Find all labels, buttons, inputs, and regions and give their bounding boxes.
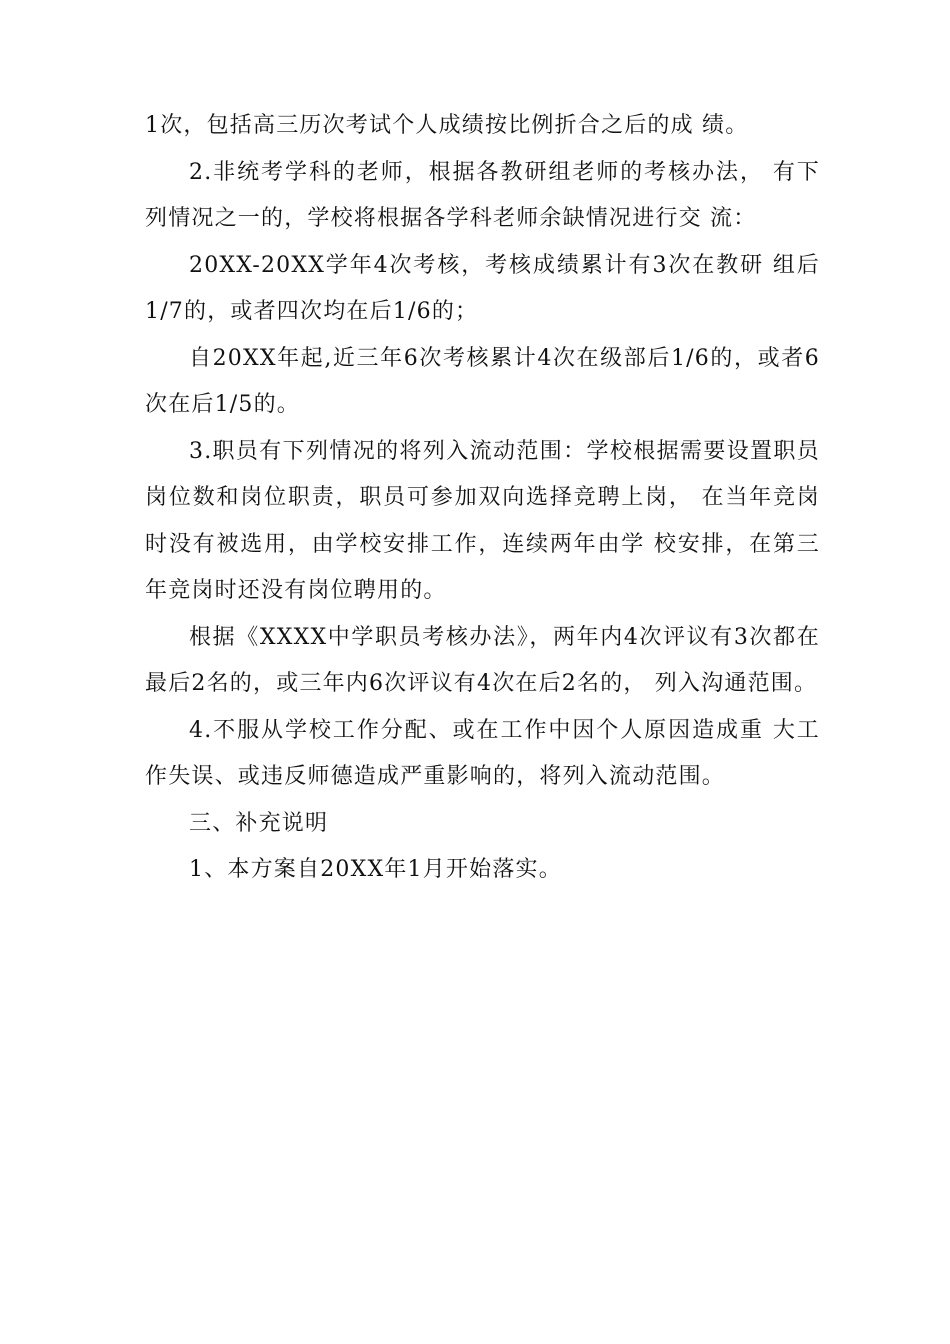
paragraph-7: 4.不服从学校工作分配、或在工作中因个人原因造成重 大工作失误、或违反师德造成严重影响的，将列入流动范围。 xyxy=(145,717,820,789)
paragraph-1: 1次，包括高三历次考试个人成绩按比例折合之后的成 绩。 xyxy=(145,113,749,138)
paragraph-5: 3.职员有下列情况的将列入流动范围：学校根据需要设置职员岗位数和岗位职责，职员可参加双向选择竞聘上岗， 在当年竞岗时没有被选用，由学校安排工作，连续两年由学 校安排，在第三年竞岗时还没有岗位聘用的。 xyxy=(145,438,820,603)
paragraph-4: 自20XX年起,近三年6次考核累计4次在级部后1/6的，或者6次在后1/5的。 xyxy=(145,345,820,417)
paragraph-6: 根据《XXXX中学职员考核办法》，两年内4次评议有3次都在最后2名的，或三年内6次评议有4次在后2名的， 列入沟通范围。 xyxy=(145,624,820,696)
paragraph-3: 20XX-20XX学年4次考核，考核成绩累计有3次在教研 组后1/7的，或者四次均在后1/6的； xyxy=(145,252,820,324)
paragraph-9: 1、本方案自20XX年1月开始落实。 xyxy=(189,857,562,882)
paragraph-2: 2.非统考学科的老师，根据各教研组老师的考核办法， 有下列情况之一的，学校将根据各学科老师余缺情况进行交 流： xyxy=(145,159,820,231)
document-body xyxy=(145,103,820,894)
section-heading-supplement: 三、补充说明 xyxy=(189,810,329,836)
